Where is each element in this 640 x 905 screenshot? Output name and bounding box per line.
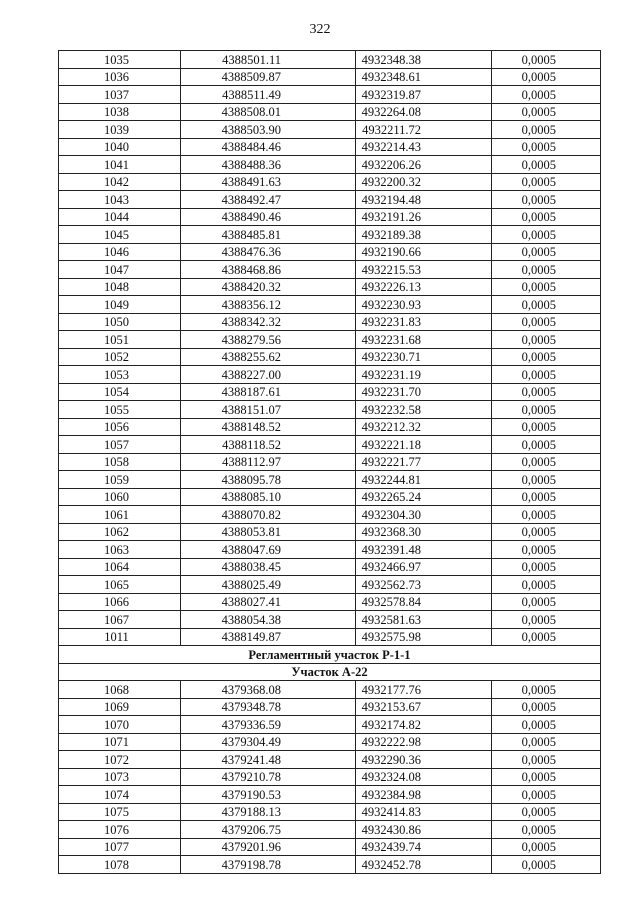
table-row xyxy=(59,506,601,524)
y-coordinate-cell: 4932211.72 xyxy=(356,121,492,139)
table-row xyxy=(59,488,601,506)
area-value-cell: 0,0005 xyxy=(492,208,601,226)
y-coordinate-cell: 4932231.83 xyxy=(356,313,492,331)
x-coordinate-cell: 4388509.87 xyxy=(181,68,356,86)
y-coordinate-cell: 4932290.36 xyxy=(356,751,492,769)
y-coordinate-cell: 4932304.30 xyxy=(356,506,492,524)
area-value-cell: 0,0005 xyxy=(492,68,601,86)
point-number-cell: 1056 xyxy=(59,418,181,436)
x-coordinate-cell: 4388279.56 xyxy=(181,331,356,349)
table-row xyxy=(59,366,601,384)
table-row xyxy=(59,156,601,174)
table-row xyxy=(59,523,601,541)
table-row xyxy=(59,401,601,419)
area-value-cell: 0,0005 xyxy=(492,471,601,489)
point-number-cell: 1059 xyxy=(59,471,181,489)
table-row xyxy=(59,278,601,296)
table-row xyxy=(59,453,601,471)
point-number-cell: 1063 xyxy=(59,541,181,559)
point-number-cell: 1049 xyxy=(59,296,181,314)
table-row xyxy=(59,838,601,856)
table-row xyxy=(59,681,601,699)
area-value-cell: 0,0005 xyxy=(492,768,601,786)
x-coordinate-cell: 4388038.45 xyxy=(181,558,356,576)
x-coordinate-cell: 4388151.07 xyxy=(181,401,356,419)
table-row xyxy=(59,436,601,454)
table-row xyxy=(59,558,601,576)
x-coordinate-cell: 4388488.36 xyxy=(181,156,356,174)
area-value-cell: 0,0005 xyxy=(492,86,601,104)
point-number-cell: 1066 xyxy=(59,593,181,611)
area-value-cell: 0,0005 xyxy=(492,191,601,209)
x-coordinate-cell: 4379188.13 xyxy=(181,803,356,821)
point-number-cell: 1064 xyxy=(59,558,181,576)
point-number-cell: 1058 xyxy=(59,453,181,471)
point-number-cell: 1039 xyxy=(59,121,181,139)
x-coordinate-cell: 4388342.32 xyxy=(181,313,356,331)
point-number-cell: 1051 xyxy=(59,331,181,349)
subsection-header-row xyxy=(59,663,601,681)
y-coordinate-cell: 4932319.87 xyxy=(356,86,492,104)
point-number-cell: 1046 xyxy=(59,243,181,261)
area-value-cell: 0,0005 xyxy=(492,506,601,524)
table-row xyxy=(59,628,601,646)
y-coordinate-cell: 4932230.71 xyxy=(356,348,492,366)
y-coordinate-cell: 4932581.63 xyxy=(356,611,492,629)
y-coordinate-cell: 4932324.08 xyxy=(356,768,492,786)
area-value-cell: 0,0005 xyxy=(492,681,601,699)
y-coordinate-cell: 4932226.13 xyxy=(356,278,492,296)
x-coordinate-cell: 4388468.86 xyxy=(181,261,356,279)
x-coordinate-cell: 4388492.47 xyxy=(181,191,356,209)
x-coordinate-cell: 4388511.49 xyxy=(181,86,356,104)
y-coordinate-cell: 4932153.67 xyxy=(356,698,492,716)
area-value-cell: 0,0005 xyxy=(492,803,601,821)
y-coordinate-cell: 4932189.38 xyxy=(356,226,492,244)
y-coordinate-cell: 4932348.61 xyxy=(356,68,492,86)
table-row xyxy=(59,541,601,559)
table-row xyxy=(59,226,601,244)
area-value-cell: 0,0005 xyxy=(492,576,601,594)
y-coordinate-cell: 4932214.43 xyxy=(356,138,492,156)
x-coordinate-cell: 4379304.49 xyxy=(181,733,356,751)
x-coordinate-cell: 4388027.41 xyxy=(181,593,356,611)
table-row xyxy=(59,611,601,629)
subsection-title: Участок А-22 xyxy=(59,663,601,681)
point-number-cell: 1035 xyxy=(59,51,181,69)
point-number-cell: 1038 xyxy=(59,103,181,121)
y-coordinate-cell: 4932230.93 xyxy=(356,296,492,314)
y-coordinate-cell: 4932265.24 xyxy=(356,488,492,506)
area-value-cell: 0,0005 xyxy=(492,786,601,804)
y-coordinate-cell: 4932232.58 xyxy=(356,401,492,419)
table-row xyxy=(59,383,601,401)
table-row xyxy=(59,716,601,734)
y-coordinate-cell: 4932348.38 xyxy=(356,51,492,69)
point-number-cell: 1077 xyxy=(59,838,181,856)
y-coordinate-cell: 4932194.48 xyxy=(356,191,492,209)
table-row xyxy=(59,103,601,121)
y-coordinate-cell: 4932221.18 xyxy=(356,436,492,454)
area-value-cell: 0,0005 xyxy=(492,138,601,156)
x-coordinate-cell: 4379336.59 xyxy=(181,716,356,734)
x-coordinate-cell: 4388118.52 xyxy=(181,436,356,454)
point-number-cell: 1067 xyxy=(59,611,181,629)
table-row xyxy=(59,348,601,366)
page-number: 322 xyxy=(309,22,331,37)
point-number-cell: 1043 xyxy=(59,191,181,209)
area-value-cell: 0,0005 xyxy=(492,453,601,471)
area-value-cell: 0,0005 xyxy=(492,733,601,751)
point-number-cell: 1073 xyxy=(59,768,181,786)
point-number-cell: 1078 xyxy=(59,856,181,874)
point-number-cell: 1052 xyxy=(59,348,181,366)
table-row xyxy=(59,261,601,279)
y-coordinate-cell: 4932190.66 xyxy=(356,243,492,261)
area-value-cell: 0,0005 xyxy=(492,366,601,384)
y-coordinate-cell: 4932578.84 xyxy=(356,593,492,611)
x-coordinate-cell: 4388491.63 xyxy=(181,173,356,191)
x-coordinate-cell: 4388490.46 xyxy=(181,208,356,226)
point-number-cell: 1036 xyxy=(59,68,181,86)
y-coordinate-cell: 4932191.26 xyxy=(356,208,492,226)
table-row xyxy=(59,768,601,786)
point-number-cell: 1074 xyxy=(59,786,181,804)
table-row xyxy=(59,576,601,594)
x-coordinate-cell: 4388476.36 xyxy=(181,243,356,261)
area-value-cell: 0,0005 xyxy=(492,103,601,121)
area-value-cell: 0,0005 xyxy=(492,541,601,559)
point-number-cell: 1071 xyxy=(59,733,181,751)
table-row xyxy=(59,208,601,226)
y-coordinate-cell: 4932264.08 xyxy=(356,103,492,121)
area-value-cell: 0,0005 xyxy=(492,821,601,839)
x-coordinate-cell: 4379241.48 xyxy=(181,751,356,769)
table-row xyxy=(59,786,601,804)
table-row xyxy=(59,68,601,86)
table-row xyxy=(59,191,601,209)
table-body-part1 xyxy=(59,51,601,646)
point-number-cell: 1050 xyxy=(59,313,181,331)
x-coordinate-cell: 4388501.11 xyxy=(181,51,356,69)
area-value-cell: 0,0005 xyxy=(492,401,601,419)
area-value-cell: 0,0005 xyxy=(492,488,601,506)
point-number-cell: 1047 xyxy=(59,261,181,279)
point-number-cell: 1069 xyxy=(59,698,181,716)
area-value-cell: 0,0005 xyxy=(492,51,601,69)
area-value-cell: 0,0005 xyxy=(492,331,601,349)
area-value-cell: 0,0005 xyxy=(492,243,601,261)
x-coordinate-cell: 4388187.61 xyxy=(181,383,356,401)
y-coordinate-cell: 4932231.19 xyxy=(356,366,492,384)
area-value-cell: 0,0005 xyxy=(492,698,601,716)
y-coordinate-cell: 4932200.32 xyxy=(356,173,492,191)
point-number-cell: 1075 xyxy=(59,803,181,821)
point-number-cell: 1057 xyxy=(59,436,181,454)
area-value-cell: 0,0005 xyxy=(492,278,601,296)
y-coordinate-cell: 4932174.82 xyxy=(356,716,492,734)
x-coordinate-cell: 4388356.12 xyxy=(181,296,356,314)
table-row xyxy=(59,331,601,349)
x-coordinate-cell: 4388255.62 xyxy=(181,348,356,366)
table-row xyxy=(59,418,601,436)
table-row xyxy=(59,821,601,839)
table-row xyxy=(59,173,601,191)
table-row xyxy=(59,751,601,769)
point-number-cell: 1048 xyxy=(59,278,181,296)
x-coordinate-cell: 4388112.97 xyxy=(181,453,356,471)
x-coordinate-cell: 4388053.81 xyxy=(181,523,356,541)
y-coordinate-cell: 4932439.74 xyxy=(356,838,492,856)
area-value-cell: 0,0005 xyxy=(492,611,601,629)
area-value-cell: 0,0005 xyxy=(492,436,601,454)
area-value-cell: 0,0005 xyxy=(492,418,601,436)
point-number-cell: 1076 xyxy=(59,821,181,839)
area-value-cell: 0,0005 xyxy=(492,156,601,174)
area-value-cell: 0,0005 xyxy=(492,628,601,646)
x-coordinate-cell: 4388148.52 xyxy=(181,418,356,436)
point-number-cell: 1042 xyxy=(59,173,181,191)
x-coordinate-cell: 4379206.75 xyxy=(181,821,356,839)
table-body-part2 xyxy=(59,681,601,874)
x-coordinate-cell: 4388484.46 xyxy=(181,138,356,156)
point-number-cell: 1068 xyxy=(59,681,181,699)
table-row xyxy=(59,121,601,139)
y-coordinate-cell: 4932231.70 xyxy=(356,383,492,401)
area-value-cell: 0,0005 xyxy=(492,593,601,611)
area-value-cell: 0,0005 xyxy=(492,226,601,244)
y-coordinate-cell: 4932206.26 xyxy=(356,156,492,174)
point-number-cell: 1044 xyxy=(59,208,181,226)
point-number-cell: 1054 xyxy=(59,383,181,401)
x-coordinate-cell: 4388485.81 xyxy=(181,226,356,244)
table-row xyxy=(59,243,601,261)
table-row xyxy=(59,86,601,104)
y-coordinate-cell: 4932452.78 xyxy=(356,856,492,874)
point-number-cell: 1040 xyxy=(59,138,181,156)
area-value-cell: 0,0005 xyxy=(492,523,601,541)
table-row xyxy=(59,313,601,331)
table-row xyxy=(59,593,601,611)
y-coordinate-cell: 4932215.53 xyxy=(356,261,492,279)
y-coordinate-cell: 4932212.32 xyxy=(356,418,492,436)
area-value-cell: 0,0005 xyxy=(492,348,601,366)
area-value-cell: 0,0005 xyxy=(492,296,601,314)
point-number-cell: 1062 xyxy=(59,523,181,541)
point-number-cell: 1070 xyxy=(59,716,181,734)
area-value-cell: 0,0005 xyxy=(492,121,601,139)
x-coordinate-cell: 4388227.00 xyxy=(181,366,356,384)
y-coordinate-cell: 4932430.86 xyxy=(356,821,492,839)
table-row xyxy=(59,296,601,314)
table-row xyxy=(59,51,601,69)
table-row xyxy=(59,471,601,489)
x-coordinate-cell: 4388054.38 xyxy=(181,611,356,629)
area-value-cell: 0,0005 xyxy=(492,261,601,279)
table-row xyxy=(59,803,601,821)
area-value-cell: 0,0005 xyxy=(492,838,601,856)
x-coordinate-cell: 4388095.78 xyxy=(181,471,356,489)
x-coordinate-cell: 4388070.82 xyxy=(181,506,356,524)
y-coordinate-cell: 4932222.98 xyxy=(356,733,492,751)
y-coordinate-cell: 4932562.73 xyxy=(356,576,492,594)
x-coordinate-cell: 4379348.78 xyxy=(181,698,356,716)
area-value-cell: 0,0005 xyxy=(492,751,601,769)
point-number-cell: 1041 xyxy=(59,156,181,174)
section-title: Регламентный участок Р-1-1 xyxy=(59,646,601,664)
x-coordinate-cell: 4388085.10 xyxy=(181,488,356,506)
section-header-body xyxy=(59,646,601,681)
table-row xyxy=(59,733,601,751)
y-coordinate-cell: 4932391.48 xyxy=(356,541,492,559)
x-coordinate-cell: 4379201.96 xyxy=(181,838,356,856)
point-number-cell: 1072 xyxy=(59,751,181,769)
section-header-row xyxy=(59,646,601,664)
coordinates-table xyxy=(58,50,601,874)
x-coordinate-cell: 4388420.32 xyxy=(181,278,356,296)
y-coordinate-cell: 4932368.30 xyxy=(356,523,492,541)
x-coordinate-cell: 4388149.87 xyxy=(181,628,356,646)
x-coordinate-cell: 4388047.69 xyxy=(181,541,356,559)
point-number-cell: 1037 xyxy=(59,86,181,104)
y-coordinate-cell: 4932384.98 xyxy=(356,786,492,804)
point-number-cell: 1053 xyxy=(59,366,181,384)
x-coordinate-cell: 4388503.90 xyxy=(181,121,356,139)
table-row xyxy=(59,138,601,156)
point-number-cell: 1011 xyxy=(59,628,181,646)
y-coordinate-cell: 4932221.77 xyxy=(356,453,492,471)
table-row xyxy=(59,698,601,716)
y-coordinate-cell: 4932466.97 xyxy=(356,558,492,576)
point-number-cell: 1055 xyxy=(59,401,181,419)
area-value-cell: 0,0005 xyxy=(492,313,601,331)
x-coordinate-cell: 4379190.53 xyxy=(181,786,356,804)
y-coordinate-cell: 4932244.81 xyxy=(356,471,492,489)
point-number-cell: 1061 xyxy=(59,506,181,524)
y-coordinate-cell: 4932414.83 xyxy=(356,803,492,821)
y-coordinate-cell: 4932177.76 xyxy=(356,681,492,699)
y-coordinate-cell: 4932231.68 xyxy=(356,331,492,349)
x-coordinate-cell: 4379198.78 xyxy=(181,856,356,874)
point-number-cell: 1060 xyxy=(59,488,181,506)
area-value-cell: 0,0005 xyxy=(492,383,601,401)
area-value-cell: 0,0005 xyxy=(492,856,601,874)
x-coordinate-cell: 4379210.78 xyxy=(181,768,356,786)
area-value-cell: 0,0005 xyxy=(492,558,601,576)
table-row xyxy=(59,856,601,874)
y-coordinate-cell: 4932575.98 xyxy=(356,628,492,646)
area-value-cell: 0,0005 xyxy=(492,173,601,191)
point-number-cell: 1065 xyxy=(59,576,181,594)
area-value-cell: 0,0005 xyxy=(492,716,601,734)
x-coordinate-cell: 4379368.08 xyxy=(181,681,356,699)
point-number-cell: 1045 xyxy=(59,226,181,244)
x-coordinate-cell: 4388508.01 xyxy=(181,103,356,121)
x-coordinate-cell: 4388025.49 xyxy=(181,576,356,594)
